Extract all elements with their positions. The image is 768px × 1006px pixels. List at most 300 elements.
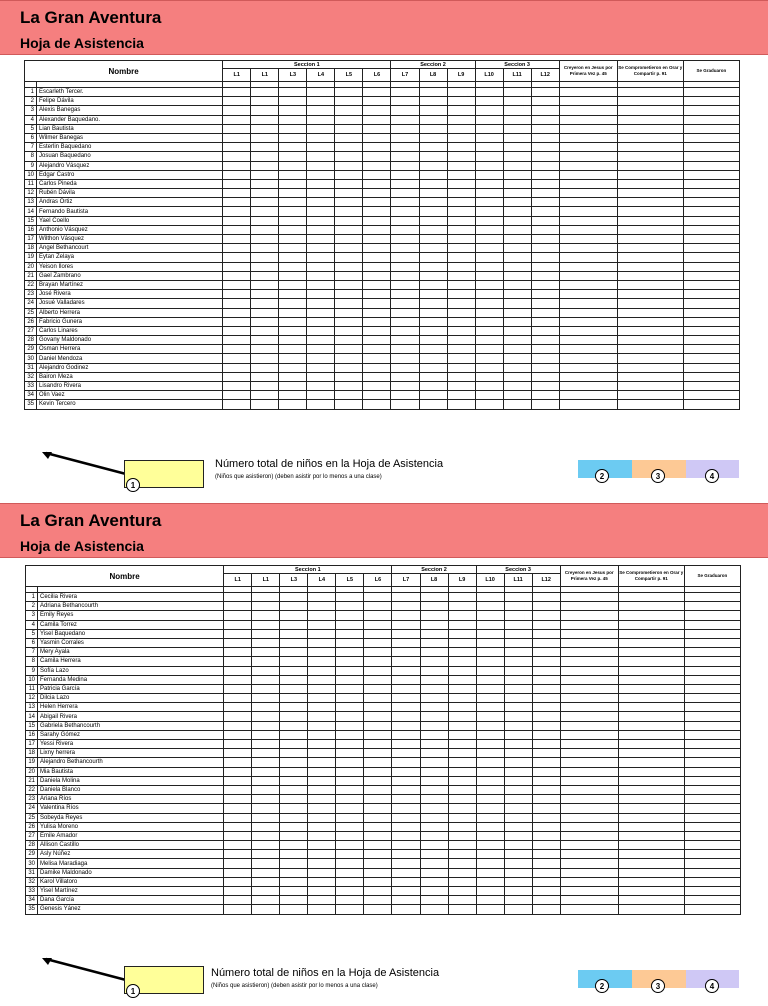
attendance-cell[interactable]	[252, 721, 280, 730]
attendance-cell[interactable]	[618, 813, 684, 822]
attendance-cell[interactable]	[532, 666, 560, 675]
attendance-cell[interactable]	[617, 382, 683, 391]
attendance-cell[interactable]	[684, 822, 740, 831]
attendance-cell[interactable]	[391, 253, 419, 262]
attendance-cell[interactable]	[307, 235, 335, 244]
attendance-cell[interactable]	[683, 244, 739, 253]
attendance-cell[interactable]	[503, 207, 531, 216]
attendance-cell[interactable]	[475, 225, 503, 234]
attendance-cell[interactable]	[476, 767, 504, 776]
attendance-cell[interactable]	[335, 290, 363, 299]
attendance-cell[interactable]	[476, 657, 504, 666]
attendance-cell[interactable]	[504, 657, 532, 666]
attendance-cell[interactable]	[448, 638, 476, 647]
attendance-cell[interactable]	[559, 170, 617, 179]
attendance-cell[interactable]	[475, 253, 503, 262]
attendance-cell[interactable]	[532, 795, 560, 804]
attendance-cell[interactable]	[308, 684, 336, 693]
attendance-cell[interactable]	[503, 345, 531, 354]
attendance-cell[interactable]	[280, 813, 308, 822]
attendance-cell[interactable]	[280, 629, 308, 638]
attendance-cell[interactable]	[447, 299, 475, 308]
attendance-cell[interactable]	[335, 170, 363, 179]
attendance-cell[interactable]	[336, 841, 364, 850]
attendance-cell[interactable]	[363, 170, 391, 179]
attendance-cell[interactable]	[531, 124, 559, 133]
attendance-cell[interactable]	[224, 905, 252, 914]
attendance-cell[interactable]	[392, 657, 420, 666]
attendance-cell[interactable]	[335, 308, 363, 317]
attendance-cell[interactable]	[617, 345, 683, 354]
attendance-cell[interactable]	[475, 133, 503, 142]
attendance-cell[interactable]	[532, 850, 560, 859]
attendance-cell[interactable]	[252, 850, 280, 859]
attendance-cell[interactable]	[559, 207, 617, 216]
attendance-cell[interactable]	[307, 124, 335, 133]
attendance-cell[interactable]	[223, 88, 251, 97]
attendance-cell[interactable]	[559, 271, 617, 280]
attendance-cell[interactable]	[392, 648, 420, 657]
attendance-cell[interactable]	[279, 244, 307, 253]
attendance-cell[interactable]	[279, 308, 307, 317]
attendance-cell[interactable]	[559, 115, 617, 124]
attendance-cell[interactable]	[447, 106, 475, 115]
attendance-cell[interactable]	[618, 694, 684, 703]
attendance-cell[interactable]	[392, 694, 420, 703]
attendance-cell[interactable]	[279, 225, 307, 234]
attendance-cell[interactable]	[618, 638, 684, 647]
attendance-cell[interactable]	[617, 97, 683, 106]
attendance-cell[interactable]	[280, 804, 308, 813]
attendance-cell[interactable]	[364, 648, 392, 657]
attendance-cell[interactable]	[504, 666, 532, 675]
attendance-cell[interactable]	[392, 712, 420, 721]
attendance-cell[interactable]	[280, 675, 308, 684]
attendance-cell[interactable]	[335, 262, 363, 271]
attendance-cell[interactable]	[223, 290, 251, 299]
attendance-cell[interactable]	[223, 207, 251, 216]
attendance-cell[interactable]	[251, 225, 279, 234]
attendance-cell[interactable]	[475, 152, 503, 161]
attendance-cell[interactable]	[308, 776, 336, 785]
attendance-cell[interactable]	[684, 795, 740, 804]
attendance-cell[interactable]	[224, 841, 252, 850]
attendance-cell[interactable]	[448, 859, 476, 868]
attendance-cell[interactable]	[419, 170, 447, 179]
attendance-cell[interactable]	[475, 88, 503, 97]
attendance-cell[interactable]	[252, 896, 280, 905]
attendance-cell[interactable]	[618, 795, 684, 804]
attendance-cell[interactable]	[419, 207, 447, 216]
attendance-cell[interactable]	[251, 382, 279, 391]
attendance-cell[interactable]	[363, 244, 391, 253]
attendance-cell[interactable]	[420, 767, 448, 776]
attendance-cell[interactable]	[618, 804, 684, 813]
attendance-cell[interactable]	[559, 290, 617, 299]
attendance-cell[interactable]	[252, 620, 280, 629]
attendance-cell[interactable]	[503, 235, 531, 244]
attendance-cell[interactable]	[419, 189, 447, 198]
attendance-cell[interactable]	[618, 740, 684, 749]
attendance-cell[interactable]	[560, 740, 618, 749]
attendance-cell[interactable]	[683, 363, 739, 372]
attendance-cell[interactable]	[251, 336, 279, 345]
attendance-cell[interactable]	[683, 179, 739, 188]
attendance-cell[interactable]	[559, 299, 617, 308]
attendance-cell[interactable]	[476, 648, 504, 657]
attendance-cell[interactable]	[335, 363, 363, 372]
attendance-cell[interactable]	[364, 657, 392, 666]
attendance-cell[interactable]	[684, 813, 740, 822]
attendance-cell[interactable]	[364, 813, 392, 822]
attendance-cell[interactable]	[279, 290, 307, 299]
attendance-cell[interactable]	[504, 602, 532, 611]
attendance-cell[interactable]	[336, 749, 364, 758]
attendance-cell[interactable]	[419, 143, 447, 152]
attendance-cell[interactable]	[448, 593, 476, 602]
attendance-cell[interactable]	[532, 629, 560, 638]
attendance-cell[interactable]	[251, 262, 279, 271]
attendance-cell[interactable]	[279, 299, 307, 308]
attendance-cell[interactable]	[392, 740, 420, 749]
attendance-cell[interactable]	[223, 400, 251, 409]
attendance-cell[interactable]	[448, 868, 476, 877]
attendance-cell[interactable]	[279, 317, 307, 326]
attendance-cell[interactable]	[531, 345, 559, 354]
attendance-cell[interactable]	[307, 115, 335, 124]
attendance-cell[interactable]	[224, 813, 252, 822]
attendance-cell[interactable]	[335, 115, 363, 124]
attendance-cell[interactable]	[447, 391, 475, 400]
attendance-cell[interactable]	[617, 198, 683, 207]
attendance-cell[interactable]	[684, 712, 740, 721]
attendance-cell[interactable]	[419, 317, 447, 326]
attendance-cell[interactable]	[504, 776, 532, 785]
attendance-cell[interactable]	[420, 804, 448, 813]
attendance-cell[interactable]	[280, 749, 308, 758]
attendance-cell[interactable]	[224, 657, 252, 666]
attendance-cell[interactable]	[252, 629, 280, 638]
attendance-cell[interactable]	[307, 97, 335, 106]
attendance-cell[interactable]	[684, 648, 740, 657]
attendance-cell[interactable]	[419, 382, 447, 391]
attendance-cell[interactable]	[224, 758, 252, 767]
attendance-cell[interactable]	[684, 841, 740, 850]
attendance-cell[interactable]	[559, 244, 617, 253]
attendance-cell[interactable]	[618, 859, 684, 868]
attendance-cell[interactable]	[307, 400, 335, 409]
attendance-cell[interactable]	[531, 244, 559, 253]
attendance-cell[interactable]	[503, 253, 531, 262]
attendance-cell[interactable]	[252, 841, 280, 850]
attendance-cell[interactable]	[531, 363, 559, 372]
attendance-cell[interactable]	[476, 905, 504, 914]
attendance-cell[interactable]	[223, 336, 251, 345]
attendance-cell[interactable]	[308, 795, 336, 804]
attendance-cell[interactable]	[223, 225, 251, 234]
attendance-cell[interactable]	[251, 326, 279, 335]
attendance-cell[interactable]	[364, 831, 392, 840]
attendance-cell[interactable]	[364, 785, 392, 794]
attendance-cell[interactable]	[476, 822, 504, 831]
attendance-cell[interactable]	[364, 887, 392, 896]
attendance-cell[interactable]	[420, 675, 448, 684]
attendance-cell[interactable]	[618, 785, 684, 794]
attendance-cell[interactable]	[251, 235, 279, 244]
attendance-cell[interactable]	[364, 611, 392, 620]
attendance-cell[interactable]	[336, 868, 364, 877]
attendance-cell[interactable]	[504, 629, 532, 638]
attendance-cell[interactable]	[420, 629, 448, 638]
attendance-cell[interactable]	[252, 730, 280, 739]
attendance-cell[interactable]	[224, 712, 252, 721]
attendance-cell[interactable]	[392, 795, 420, 804]
attendance-cell[interactable]	[308, 813, 336, 822]
attendance-cell[interactable]	[532, 758, 560, 767]
attendance-cell[interactable]	[224, 730, 252, 739]
attendance-cell[interactable]	[335, 271, 363, 280]
attendance-cell[interactable]	[251, 106, 279, 115]
attendance-cell[interactable]	[280, 611, 308, 620]
attendance-cell[interactable]	[447, 189, 475, 198]
attendance-cell[interactable]	[447, 235, 475, 244]
attendance-cell[interactable]	[617, 161, 683, 170]
attendance-cell[interactable]	[223, 280, 251, 289]
attendance-cell[interactable]	[364, 675, 392, 684]
attendance-cell[interactable]	[308, 675, 336, 684]
attendance-cell[interactable]	[307, 391, 335, 400]
attendance-cell[interactable]	[684, 657, 740, 666]
attendance-cell[interactable]	[532, 877, 560, 886]
attendance-cell[interactable]	[684, 785, 740, 794]
attendance-cell[interactable]	[560, 638, 618, 647]
attendance-cell[interactable]	[280, 593, 308, 602]
attendance-cell[interactable]	[475, 124, 503, 133]
attendance-cell[interactable]	[419, 198, 447, 207]
attendance-cell[interactable]	[251, 308, 279, 317]
attendance-cell[interactable]	[531, 106, 559, 115]
attendance-cell[interactable]	[618, 905, 684, 914]
attendance-cell[interactable]	[684, 887, 740, 896]
attendance-cell[interactable]	[504, 730, 532, 739]
attendance-cell[interactable]	[683, 170, 739, 179]
attendance-cell[interactable]	[252, 648, 280, 657]
attendance-cell[interactable]	[503, 244, 531, 253]
attendance-cell[interactable]	[447, 97, 475, 106]
attendance-cell[interactable]	[420, 684, 448, 693]
attendance-cell[interactable]	[531, 189, 559, 198]
attendance-cell[interactable]	[618, 877, 684, 886]
attendance-cell[interactable]	[420, 831, 448, 840]
attendance-cell[interactable]	[223, 372, 251, 381]
attendance-cell[interactable]	[335, 133, 363, 142]
attendance-cell[interactable]	[364, 602, 392, 611]
attendance-cell[interactable]	[252, 666, 280, 675]
attendance-cell[interactable]	[684, 850, 740, 859]
attendance-cell[interactable]	[420, 859, 448, 868]
attendance-cell[interactable]	[363, 262, 391, 271]
attendance-cell[interactable]	[419, 161, 447, 170]
attendance-cell[interactable]	[335, 253, 363, 262]
attendance-cell[interactable]	[476, 868, 504, 877]
attendance-cell[interactable]	[617, 225, 683, 234]
attendance-cell[interactable]	[420, 822, 448, 831]
attendance-cell[interactable]	[279, 161, 307, 170]
attendance-cell[interactable]	[618, 730, 684, 739]
attendance-cell[interactable]	[364, 740, 392, 749]
attendance-cell[interactable]	[618, 758, 684, 767]
attendance-cell[interactable]	[504, 795, 532, 804]
attendance-cell[interactable]	[559, 326, 617, 335]
attendance-cell[interactable]	[559, 88, 617, 97]
attendance-cell[interactable]	[532, 785, 560, 794]
attendance-cell[interactable]	[280, 767, 308, 776]
attendance-cell[interactable]	[224, 648, 252, 657]
attendance-cell[interactable]	[307, 326, 335, 335]
attendance-cell[interactable]	[252, 602, 280, 611]
attendance-cell[interactable]	[224, 831, 252, 840]
attendance-cell[interactable]	[392, 776, 420, 785]
attendance-cell[interactable]	[560, 758, 618, 767]
attendance-cell[interactable]	[307, 170, 335, 179]
attendance-cell[interactable]	[617, 235, 683, 244]
attendance-cell[interactable]	[560, 841, 618, 850]
attendance-cell[interactable]	[223, 235, 251, 244]
attendance-cell[interactable]	[252, 638, 280, 647]
attendance-cell[interactable]	[420, 638, 448, 647]
attendance-cell[interactable]	[684, 666, 740, 675]
attendance-cell[interactable]	[280, 877, 308, 886]
attendance-cell[interactable]	[447, 253, 475, 262]
attendance-cell[interactable]	[363, 372, 391, 381]
attendance-cell[interactable]	[504, 831, 532, 840]
attendance-cell[interactable]	[307, 161, 335, 170]
attendance-cell[interactable]	[279, 326, 307, 335]
attendance-cell[interactable]	[504, 859, 532, 868]
attendance-cell[interactable]	[683, 143, 739, 152]
attendance-cell[interactable]	[618, 841, 684, 850]
attendance-cell[interactable]	[308, 721, 336, 730]
attendance-cell[interactable]	[560, 868, 618, 877]
attendance-cell[interactable]	[560, 813, 618, 822]
attendance-cell[interactable]	[335, 124, 363, 133]
attendance-cell[interactable]	[684, 776, 740, 785]
attendance-cell[interactable]	[364, 593, 392, 602]
attendance-cell[interactable]	[684, 859, 740, 868]
attendance-cell[interactable]	[336, 804, 364, 813]
attendance-cell[interactable]	[684, 611, 740, 620]
attendance-cell[interactable]	[447, 345, 475, 354]
attendance-cell[interactable]	[280, 721, 308, 730]
attendance-cell[interactable]	[335, 235, 363, 244]
attendance-cell[interactable]	[279, 372, 307, 381]
attendance-cell[interactable]	[531, 115, 559, 124]
attendance-cell[interactable]	[223, 317, 251, 326]
attendance-cell[interactable]	[280, 602, 308, 611]
attendance-cell[interactable]	[531, 235, 559, 244]
attendance-cell[interactable]	[617, 124, 683, 133]
attendance-cell[interactable]	[364, 620, 392, 629]
attendance-cell[interactable]	[336, 776, 364, 785]
attendance-cell[interactable]	[559, 308, 617, 317]
attendance-cell[interactable]	[618, 721, 684, 730]
attendance-cell[interactable]	[363, 106, 391, 115]
attendance-cell[interactable]	[503, 290, 531, 299]
attendance-cell[interactable]	[224, 602, 252, 611]
attendance-cell[interactable]	[559, 124, 617, 133]
attendance-cell[interactable]	[475, 198, 503, 207]
attendance-cell[interactable]	[447, 124, 475, 133]
attendance-cell[interactable]	[476, 877, 504, 886]
attendance-cell[interactable]	[684, 684, 740, 693]
attendance-cell[interactable]	[617, 207, 683, 216]
attendance-cell[interactable]	[684, 694, 740, 703]
attendance-cell[interactable]	[392, 611, 420, 620]
attendance-cell[interactable]	[420, 593, 448, 602]
attendance-cell[interactable]	[251, 253, 279, 262]
attendance-cell[interactable]	[475, 336, 503, 345]
attendance-cell[interactable]	[391, 372, 419, 381]
attendance-cell[interactable]	[476, 758, 504, 767]
attendance-cell[interactable]	[420, 730, 448, 739]
attendance-cell[interactable]	[503, 336, 531, 345]
attendance-cell[interactable]	[560, 721, 618, 730]
attendance-cell[interactable]	[419, 336, 447, 345]
attendance-cell[interactable]	[280, 850, 308, 859]
attendance-cell[interactable]	[448, 675, 476, 684]
attendance-cell[interactable]	[223, 308, 251, 317]
attendance-cell[interactable]	[531, 152, 559, 161]
attendance-cell[interactable]	[223, 115, 251, 124]
attendance-cell[interactable]	[532, 887, 560, 896]
attendance-cell[interactable]	[476, 694, 504, 703]
attendance-cell[interactable]	[475, 363, 503, 372]
attendance-cell[interactable]	[364, 776, 392, 785]
attendance-cell[interactable]	[447, 308, 475, 317]
attendance-cell[interactable]	[617, 244, 683, 253]
attendance-cell[interactable]	[503, 115, 531, 124]
attendance-cell[interactable]	[683, 216, 739, 225]
attendance-cell[interactable]	[280, 657, 308, 666]
attendance-cell[interactable]	[280, 684, 308, 693]
attendance-cell[interactable]	[532, 831, 560, 840]
attendance-cell[interactable]	[363, 97, 391, 106]
attendance-cell[interactable]	[251, 299, 279, 308]
attendance-cell[interactable]	[308, 804, 336, 813]
attendance-cell[interactable]	[683, 88, 739, 97]
attendance-cell[interactable]	[363, 235, 391, 244]
attendance-cell[interactable]	[532, 611, 560, 620]
attendance-cell[interactable]	[559, 345, 617, 354]
attendance-cell[interactable]	[617, 88, 683, 97]
attendance-cell[interactable]	[279, 170, 307, 179]
attendance-cell[interactable]	[224, 638, 252, 647]
attendance-cell[interactable]	[618, 657, 684, 666]
attendance-cell[interactable]	[364, 638, 392, 647]
attendance-cell[interactable]	[307, 271, 335, 280]
attendance-cell[interactable]	[280, 887, 308, 896]
attendance-cell[interactable]	[335, 207, 363, 216]
attendance-cell[interactable]	[420, 868, 448, 877]
attendance-cell[interactable]	[336, 675, 364, 684]
attendance-cell[interactable]	[476, 850, 504, 859]
attendance-cell[interactable]	[308, 850, 336, 859]
attendance-cell[interactable]	[420, 785, 448, 794]
attendance-cell[interactable]	[252, 593, 280, 602]
attendance-cell[interactable]	[618, 648, 684, 657]
attendance-cell[interactable]	[448, 629, 476, 638]
attendance-cell[interactable]	[448, 657, 476, 666]
